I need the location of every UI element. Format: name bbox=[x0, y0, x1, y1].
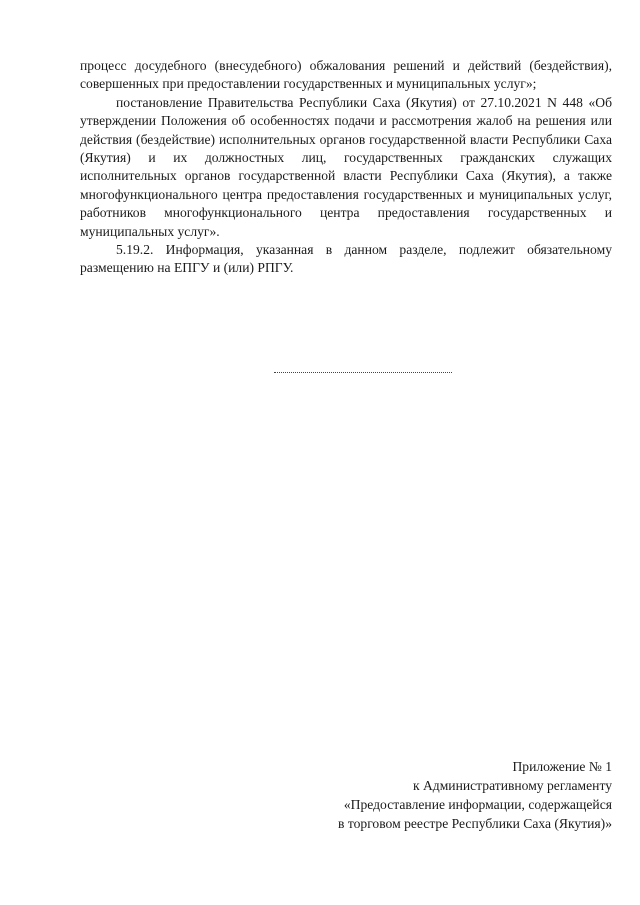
paragraph-appeal-process: процесс досудебного (внесудебного) обжалования решений и действий (бездействия), совершенных при предоставлении государственных и муниципальных услуг»; bbox=[80, 58, 612, 92]
appendix-header bbox=[192, 757, 612, 833]
appendix-regulation-ref: к Административному регламенту bbox=[412, 778, 612, 793]
appendix-regulation-title-line2: в торговом реестре Республики Саха (Якутия)» bbox=[338, 816, 612, 831]
section-separator-line bbox=[274, 372, 452, 373]
main-text-block bbox=[80, 57, 612, 278]
appendix-regulation-title-line1: «Предоставление информации, содержащейся bbox=[343, 797, 612, 812]
paragraph-government-resolution: постановление Правительства Республики Саха (Якутия) от 27.10.2021 N 448 «Об утверждении Положения об особенностях подачи и рассмотрения жалоб на решения или действия (бездействие) исполнительных органов государственной власти Республики Саха (Якутия) и их должностных лиц, государственных гражданских служащих исполнительных органов государственной власти Республики Саха (Якутия), а также многофункционального центра предоставления государственных и муниципальных услуг, работников многофункционального центра предоставления государственных и муниципальных услуг». bbox=[80, 94, 612, 239]
paragraph-section-5-19-2: 5.19.2. Информация, указанная в данном разделе, подлежит обязательному размещению на ЕПГУ и (или) РПГУ. bbox=[80, 242, 612, 276]
appendix-number: Приложение № 1 bbox=[512, 759, 612, 774]
